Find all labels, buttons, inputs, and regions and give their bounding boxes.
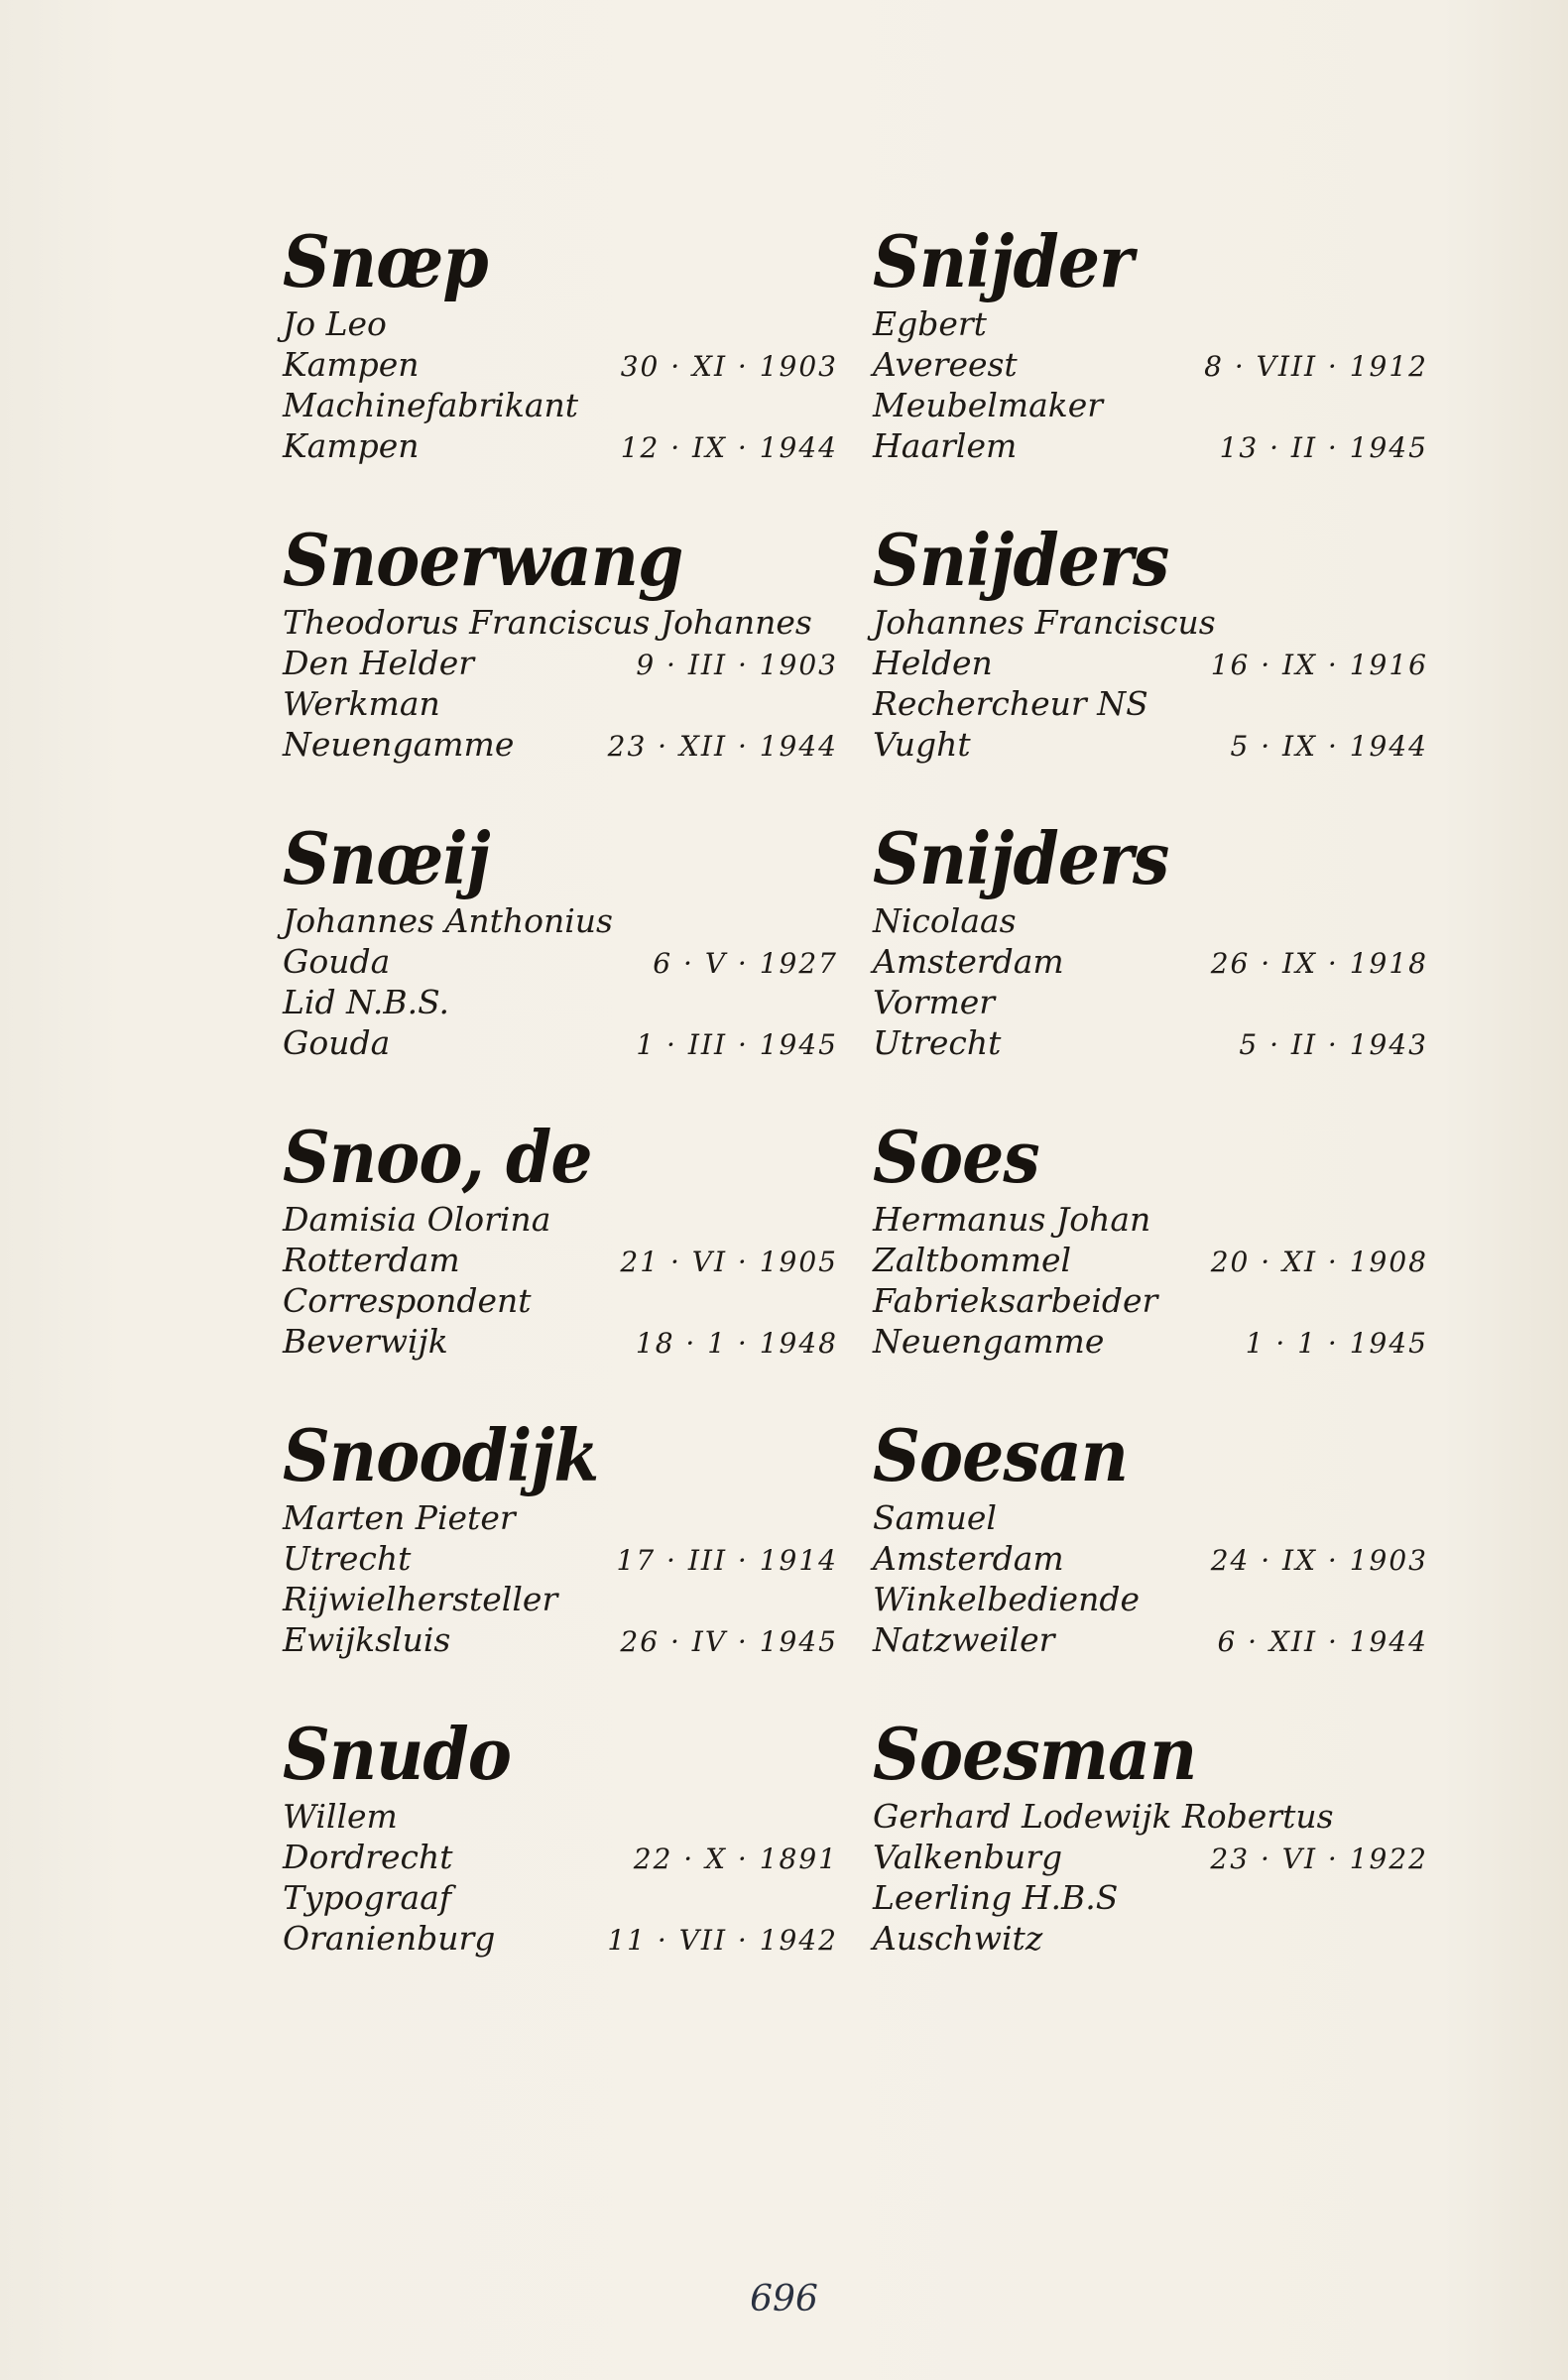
death-date: 23 · XII · 1944 xyxy=(607,730,838,763)
first-names-row xyxy=(873,1199,1428,1240)
first-names: Egbert xyxy=(873,304,987,343)
birth-date: 21 · VI · 1905 xyxy=(620,1246,838,1278)
first-names-row xyxy=(873,900,1428,941)
memorial-entry xyxy=(283,188,838,487)
memorial-entry xyxy=(873,785,1428,1084)
death-date: 6 · XII · 1944 xyxy=(1217,1625,1428,1658)
death-date: 12 · IX · 1944 xyxy=(620,431,838,464)
memorial-entry xyxy=(873,1681,1428,1979)
first-names: Damisia Olorina xyxy=(283,1200,551,1239)
death-row xyxy=(283,724,838,765)
birth-place: Amsterdam xyxy=(873,942,1064,981)
occupation: Vormer xyxy=(873,983,996,1021)
first-names: Gerhard Lodewijk Robertus xyxy=(873,1797,1334,1836)
first-names-row xyxy=(283,1199,838,1240)
memorial-entry xyxy=(873,188,1428,487)
birth-place: Den Helder xyxy=(283,644,475,682)
occupation: Typograaf xyxy=(283,1878,452,1917)
memorial-entry xyxy=(873,1382,1428,1681)
death-row xyxy=(873,425,1428,466)
death-date: 18 · 1 · 1948 xyxy=(635,1327,838,1360)
death-place: Natzweiler xyxy=(873,1620,1055,1659)
occupation-row xyxy=(873,1280,1428,1321)
birth-date: 20 · XI · 1908 xyxy=(1210,1246,1428,1278)
memorial-entry xyxy=(283,785,838,1084)
occupation: Lid N.B.S. xyxy=(283,983,449,1021)
death-place: Auschwitz xyxy=(873,1919,1043,1958)
first-names-row xyxy=(873,602,1428,643)
birth-row xyxy=(873,941,1428,982)
birth-place: Helden xyxy=(873,644,993,682)
occupation-row xyxy=(283,1280,838,1321)
surname: Snœp xyxy=(283,219,488,303)
occupation: Machinefabrikant xyxy=(283,386,579,424)
birth-place: Zaltbommel xyxy=(873,1241,1072,1279)
first-names: Marten Pieter xyxy=(283,1498,516,1537)
first-names-row xyxy=(283,1497,838,1538)
death-row xyxy=(873,1022,1428,1063)
birth-row xyxy=(283,1538,838,1579)
birth-date: 22 · X · 1891 xyxy=(633,1843,838,1875)
birth-date: 6 · V · 1927 xyxy=(653,947,838,980)
first-names-row xyxy=(283,303,838,344)
occupation-row xyxy=(283,982,838,1022)
occupation: Fabrieksarbeider xyxy=(873,1281,1158,1320)
death-date: 11 · VII · 1942 xyxy=(607,1924,838,1957)
birth-date: 24 · IX · 1903 xyxy=(1210,1544,1428,1577)
death-row xyxy=(873,1619,1428,1660)
death-place: Utrecht xyxy=(873,1023,1002,1062)
birth-place: Utrecht xyxy=(283,1539,412,1578)
death-row xyxy=(283,425,838,466)
surname: Snijders xyxy=(873,518,1169,602)
occupation: Werkman xyxy=(283,684,440,723)
surname: Snijders xyxy=(873,816,1169,900)
death-row xyxy=(283,1022,838,1063)
birth-place: Rotterdam xyxy=(283,1241,460,1279)
first-names: Nicolaas xyxy=(873,901,1017,940)
birth-date: 30 · XI · 1903 xyxy=(620,350,838,383)
page-number: 696 xyxy=(750,2279,818,2320)
memorial-entry xyxy=(283,1382,838,1681)
occupation: Leerling H.B.S xyxy=(873,1878,1119,1917)
memorial-entry xyxy=(873,1084,1428,1382)
memorial-entry xyxy=(283,487,838,785)
first-names-row xyxy=(873,1796,1428,1837)
birth-date: 9 · III · 1903 xyxy=(636,649,838,681)
birth-date: 26 · IX · 1918 xyxy=(1210,947,1428,980)
birth-row xyxy=(873,1837,1428,1877)
death-row xyxy=(873,1918,1428,1959)
birth-place: Avereest xyxy=(873,345,1018,384)
occupation-row xyxy=(873,1579,1428,1619)
first-names-row xyxy=(283,1796,838,1837)
birth-row xyxy=(873,1240,1428,1280)
first-names: Johannes Anthonius xyxy=(283,901,613,940)
surname: Soes xyxy=(873,1115,1039,1199)
death-row xyxy=(873,1321,1428,1362)
death-place: Gouda xyxy=(283,1023,391,1062)
occupation-row xyxy=(873,385,1428,425)
first-names-row xyxy=(873,303,1428,344)
surname: Snudo xyxy=(283,1712,512,1796)
birth-date: 23 · VI · 1922 xyxy=(1210,1843,1428,1875)
occupation: Correspondent xyxy=(283,1281,532,1320)
death-date: 5 · IX · 1944 xyxy=(1230,730,1428,763)
death-date: 1 · 1 · 1945 xyxy=(1245,1327,1428,1360)
birth-row xyxy=(283,941,838,982)
birth-row xyxy=(873,643,1428,683)
death-place: Neuengamme xyxy=(873,1322,1105,1361)
death-date: 5 · II · 1943 xyxy=(1239,1028,1428,1061)
birth-place: Dordrecht xyxy=(283,1838,453,1876)
first-names: Samuel xyxy=(873,1498,997,1537)
surname: Snoerwang xyxy=(283,518,683,602)
death-row xyxy=(283,1321,838,1362)
death-row xyxy=(283,1918,838,1959)
surname: Soesman xyxy=(873,1712,1197,1796)
death-date: 26 · IV · 1945 xyxy=(620,1625,838,1658)
first-names: Hermanus Johan xyxy=(873,1200,1151,1239)
death-place: Beverwijk xyxy=(283,1322,448,1361)
birth-row xyxy=(283,344,838,385)
first-names-row xyxy=(283,602,838,643)
first-names: Johannes Franciscus xyxy=(873,603,1216,642)
surname: Snijder xyxy=(873,219,1134,303)
death-place: Haarlem xyxy=(873,426,1018,465)
birth-place: Gouda xyxy=(283,942,391,981)
first-names-row xyxy=(873,1497,1428,1538)
death-place: Kampen xyxy=(283,426,420,465)
memorial-entry xyxy=(873,487,1428,785)
occupation: Rijwielhersteller xyxy=(283,1580,558,1618)
first-names: Jo Leo xyxy=(283,304,387,343)
death-place: Oranienburg xyxy=(283,1919,496,1958)
surname: Snoo, de xyxy=(283,1115,592,1199)
occupation-row xyxy=(283,385,838,425)
left-column xyxy=(283,188,838,1979)
birth-row xyxy=(873,1538,1428,1579)
death-place: Vught xyxy=(873,725,971,764)
occupation: Winkelbediende xyxy=(873,1580,1140,1618)
occupation-row xyxy=(283,1579,838,1619)
death-place: Ewijksluis xyxy=(283,1620,451,1659)
birth-place: Amsterdam xyxy=(873,1539,1064,1578)
right-column xyxy=(873,188,1428,1979)
death-date: 13 · II · 1945 xyxy=(1219,431,1428,464)
death-place: Neuengamme xyxy=(283,725,515,764)
first-names: Willem xyxy=(283,1797,398,1836)
surname: Snoodijk xyxy=(283,1413,599,1497)
birth-place: Valkenburg xyxy=(873,1838,1063,1876)
occupation-row xyxy=(873,982,1428,1022)
birth-row xyxy=(283,1240,838,1280)
first-names-row xyxy=(283,900,838,941)
death-row xyxy=(283,1619,838,1660)
death-row xyxy=(873,724,1428,765)
surname: Snœij xyxy=(283,816,490,900)
occupation-row xyxy=(283,1877,838,1918)
birth-row xyxy=(283,1837,838,1877)
birth-date: 17 · III · 1914 xyxy=(616,1544,838,1577)
death-date: 1 · III · 1945 xyxy=(636,1028,838,1061)
memorial-entry xyxy=(283,1084,838,1382)
birth-row xyxy=(873,344,1428,385)
memorial-entry xyxy=(283,1681,838,1979)
first-names: Theodorus Franciscus Johannes xyxy=(283,603,812,642)
surname: Soesan xyxy=(873,1413,1129,1497)
birth-row xyxy=(283,643,838,683)
occupation-row xyxy=(873,1877,1428,1918)
birth-date: 8 · VIII · 1912 xyxy=(1204,350,1428,383)
occupation: Meubelmaker xyxy=(873,386,1104,424)
birth-date: 16 · IX · 1916 xyxy=(1210,649,1428,681)
occupation: Rechercheur NS xyxy=(873,684,1148,723)
birth-place: Kampen xyxy=(283,345,420,384)
occupation-row xyxy=(873,683,1428,724)
occupation-row xyxy=(283,683,838,724)
